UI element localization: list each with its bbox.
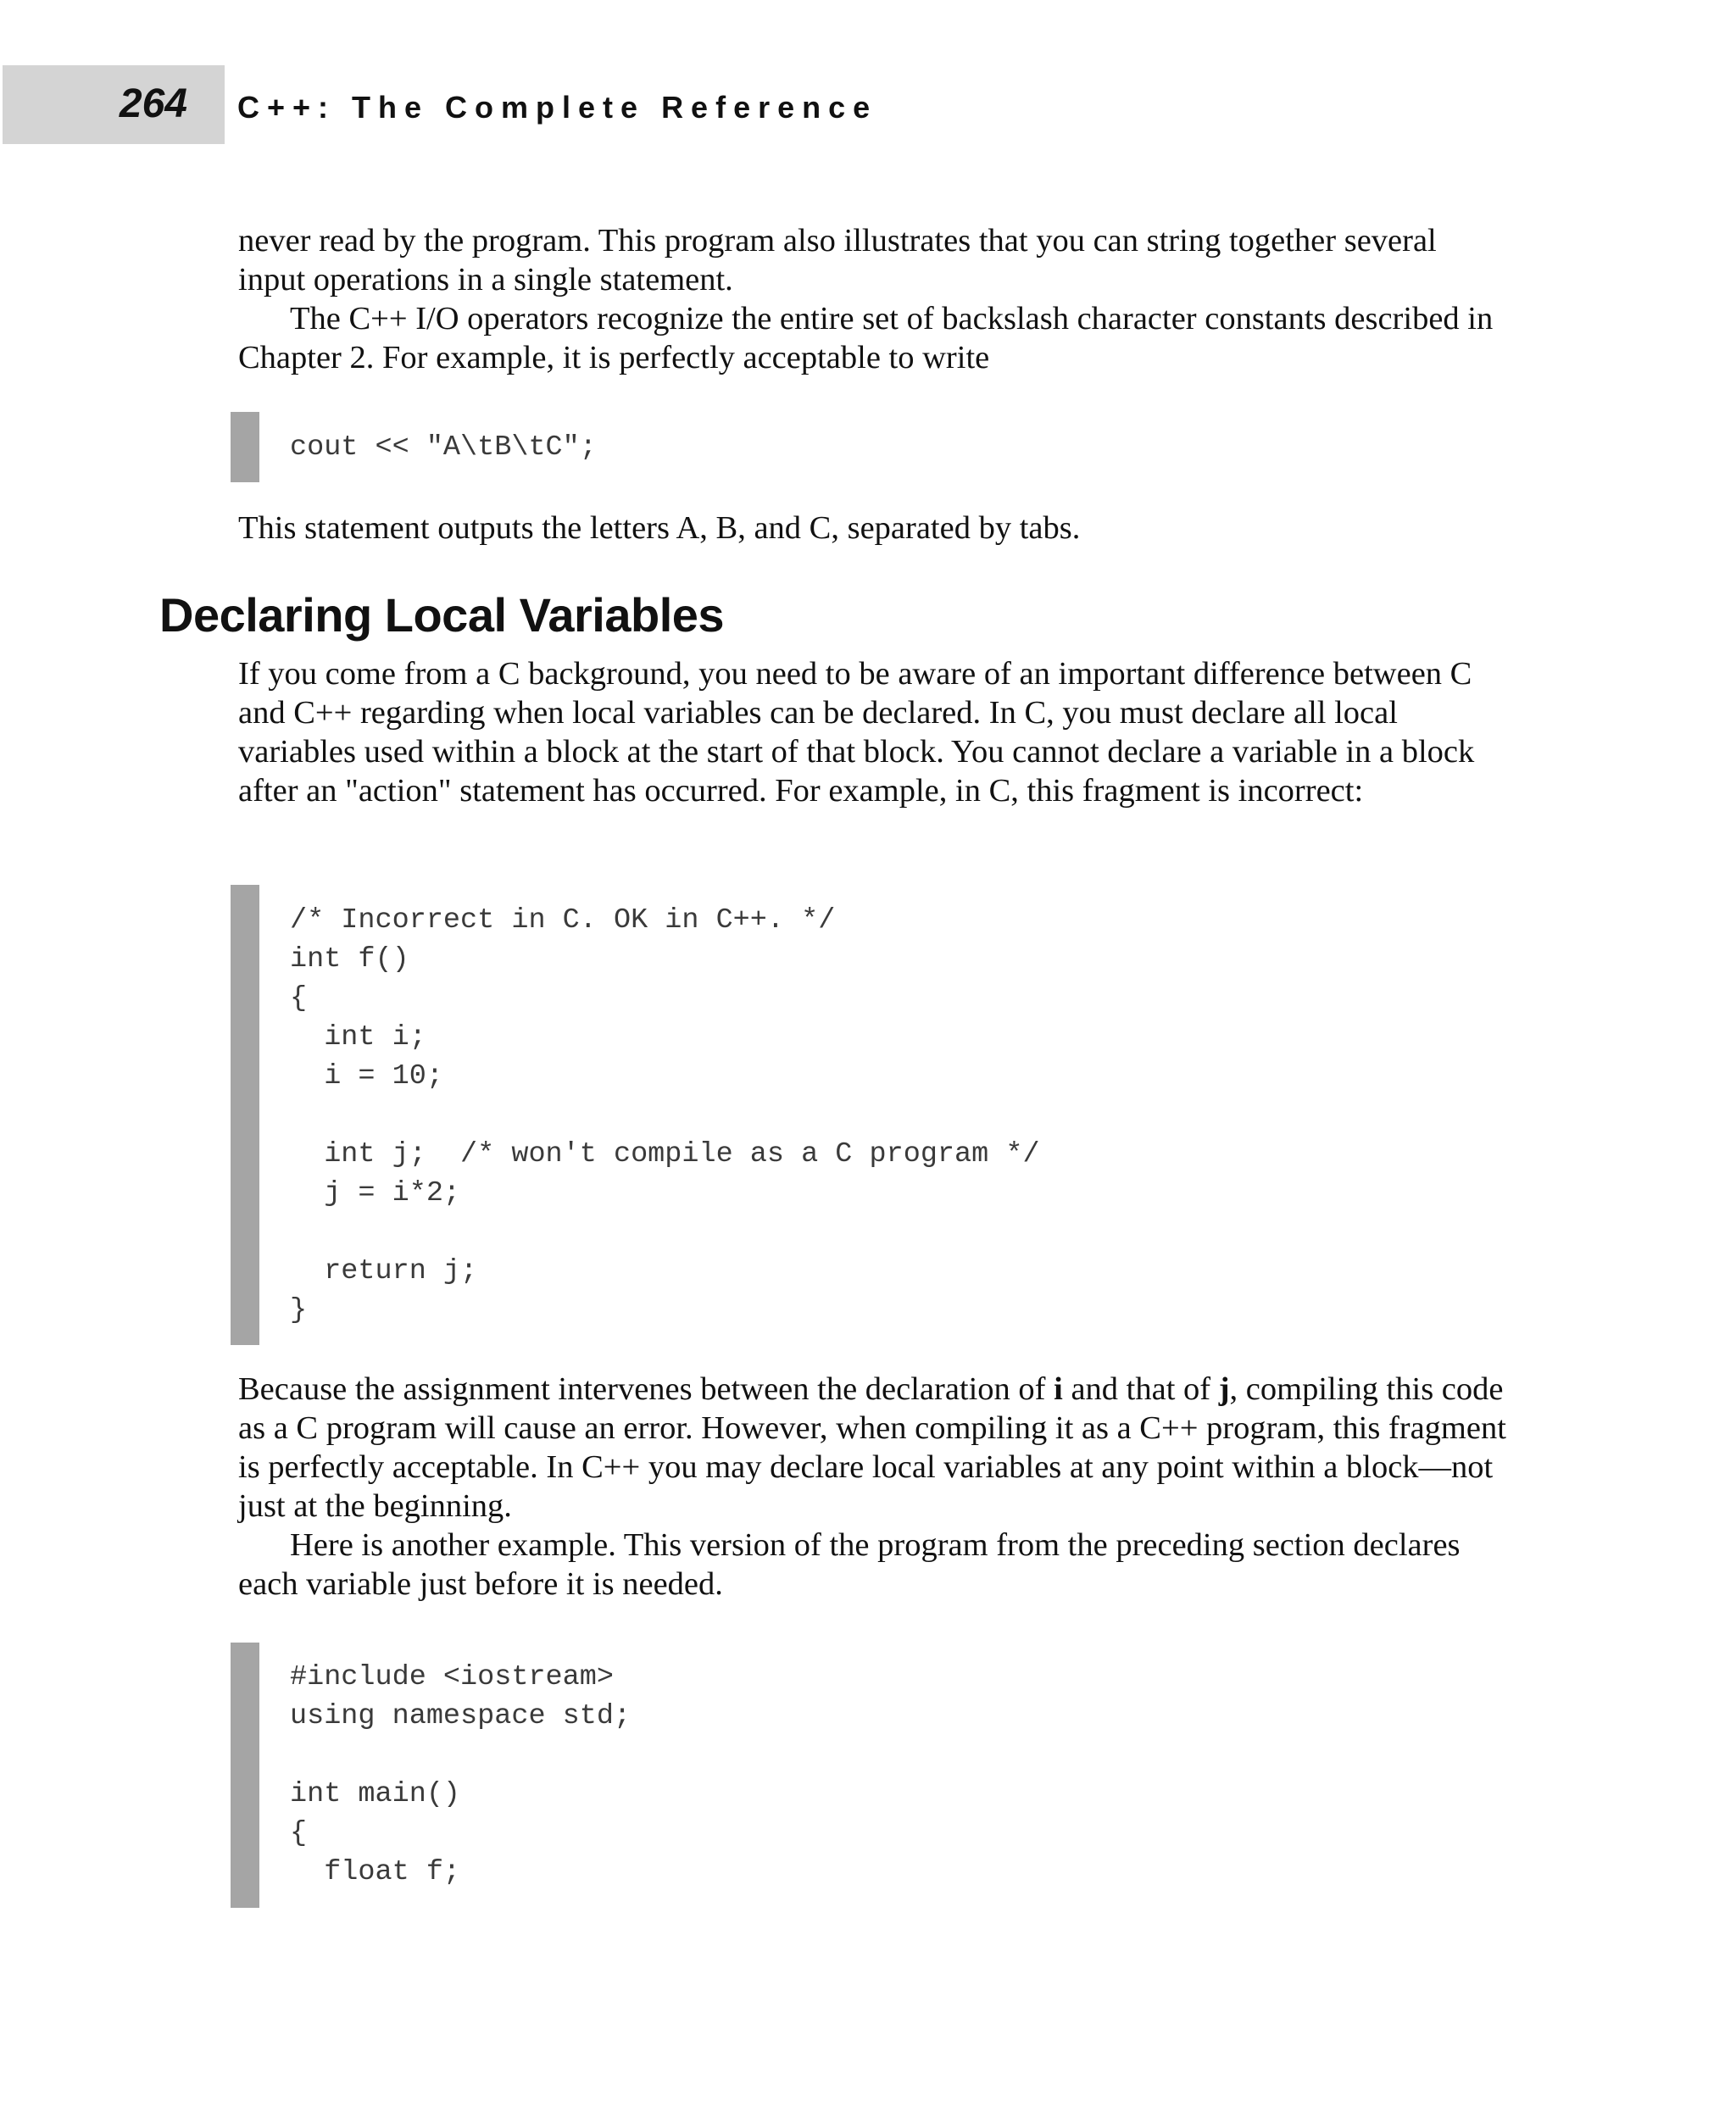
top-text-block xyxy=(238,221,1510,377)
code-listing-cout: cout << "A\tB\tC"; xyxy=(290,431,597,464)
running-head: C++: The Complete Reference xyxy=(237,90,878,125)
explanation-text: and that of xyxy=(1062,1371,1219,1407)
page-number-box xyxy=(3,65,225,144)
paragraph-section-intro: If you come from a C background, you need to be aware of an important difference between C and C++ regarding when local variables can be declared. In C, you must declare all local variables used within a block at the start of that block. You cannot declare a variable in a block after an "action" statement has occurred. For example, in C, this fragment is incorrect: xyxy=(238,656,1475,809)
code-listing-main: #include <iostream> using namespace std; int main() { float f; xyxy=(290,1661,632,1888)
explanation-text: , compiling this code as a C program will cause an error. However, when compiling it as a C++ program, this fragment is perfectly acceptable. In C++ you may declare local variables at any point within a block—not just at the beginning. xyxy=(238,1371,1506,1524)
paragraph-tabs-output: This statement outputs the letters A, B, and C, separated by tabs. xyxy=(238,510,1081,546)
paragraph-explanation xyxy=(238,1370,1510,1526)
variable-j: j xyxy=(1218,1371,1230,1407)
paragraph-another-example: Here is another example. This version of the program from the preceding section declares each variable just before it is needed. xyxy=(238,1527,1461,1602)
variable-i: i xyxy=(1054,1371,1063,1407)
section-heading: Declaring Local Variables xyxy=(159,588,725,642)
code-listing-bar xyxy=(231,885,259,1345)
section-intro-block xyxy=(238,654,1510,810)
paragraph-continuation: never read by the program. This program also illustrates that you can string together several input operations in a single statement. xyxy=(238,223,1437,297)
explanation-text: Because the assignment intervenes between the declaration of xyxy=(238,1371,1054,1407)
explanation-block xyxy=(238,1370,1510,1604)
after-code-block xyxy=(238,509,1510,548)
paragraph-backslash-constants: The C++ I/O operators recognize the entire set of backslash character constants described in Chapter 2. For example, it is perfectly acceptable to write xyxy=(238,301,1494,375)
code-listing-bar xyxy=(231,412,259,482)
code-listing-incorrect-in-c: /* Incorrect in C. OK in C++. */ int f() { int i; i = 10; int j; /* won't compile as a C program */ j = i*2; return j; } xyxy=(290,904,1040,1326)
code-listing-bar xyxy=(231,1643,259,1908)
page-number: 264 xyxy=(119,81,187,126)
